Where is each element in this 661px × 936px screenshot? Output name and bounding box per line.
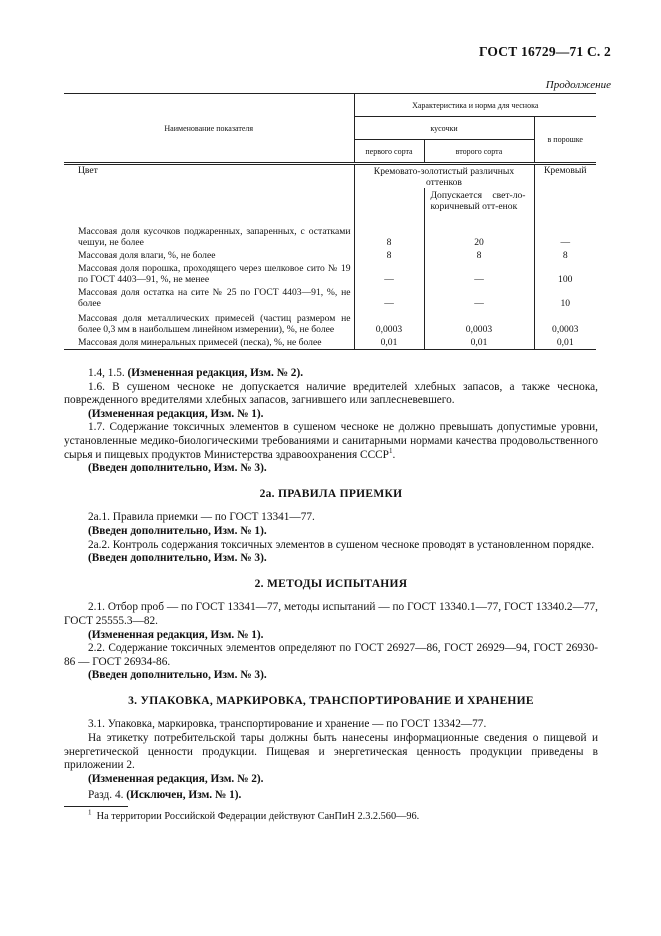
footnote-reference: 1 xyxy=(388,446,393,455)
row-name: Массовая доля минеральных примесей (песка), %, не более xyxy=(64,335,354,350)
row-second-value: 8 xyxy=(424,248,534,261)
row-powder-value: 0,0003 xyxy=(534,309,596,335)
row-powder-value: 0,01 xyxy=(534,335,596,350)
row-first-value: 8 xyxy=(354,226,424,248)
row-powder-value: Кремовый xyxy=(534,164,596,189)
footnote-text: На территории Российской Федерации действуют СанПиН 2.3.2.560—96. xyxy=(96,811,420,822)
table-row xyxy=(64,261,596,285)
paragraph: На этикетку потребительской тары должны быть нанесены информационные сведения о пищевой и энергетической ценности продукции. Пищевая и энергетическая ценность продукции приведены в приложении 2. xyxy=(64,732,598,772)
document-body xyxy=(64,367,598,803)
row-powder-value: 8 xyxy=(534,248,596,261)
footnote-divider xyxy=(64,806,128,807)
footnote-mark: 1 xyxy=(88,808,92,817)
header-pieces: кусочки xyxy=(354,117,534,140)
header-characteristic: Характеристика и норма для чеснока xyxy=(354,94,596,117)
table-row xyxy=(64,164,596,189)
amendment-note: (Введен дополнительно, Изм. № 3). xyxy=(88,552,267,565)
row-first-value: — xyxy=(354,285,424,309)
paragraph xyxy=(64,421,598,462)
header-first-grade: первого сорта xyxy=(354,140,424,164)
paragraph-text: 1.7. Содержание токсичных элементов в сушеном чесноке не должно превышать допустимые уровни, установленные медико-биологическими требованиями и санитарными нормами качества продовольственного сырья и пищевых продуктов Министерства здравоохранения СССР xyxy=(64,421,598,461)
table-row xyxy=(64,188,596,226)
paragraph-end: . xyxy=(392,448,396,461)
amendment-note: (Введен дополнительно, Изм. № 3). xyxy=(88,669,267,682)
amendment-note: (Исключен, Изм. № 1). xyxy=(126,789,242,802)
header-powder: в порошке xyxy=(534,117,596,164)
row-first-value: 0,0003 xyxy=(354,309,424,335)
paragraph: 2.1. Отбор проб — по ГОСТ 13341—77, методы испытаний — по ГОСТ 13340.1—77, ГОСТ 13340.2—77, ГОСТ 25555.3—82. xyxy=(64,601,598,627)
continuation-label: Продолжение xyxy=(545,79,611,91)
row-name: Массовая доля остатка на сите № 25 по ГОСТ 4403—91, %, не более xyxy=(78,287,351,309)
row-name: Массовая доля кусочков поджаренных, запаренных, с остатками чешуи, не более xyxy=(78,226,351,248)
paragraph: 2.2. Содержание токсичных элементов определяют по ГОСТ 26927—86, ГОСТ 26929—94, ГОСТ 26930-86 — ГОСТ 26934-86. xyxy=(64,642,598,668)
clause-number: 1.4, 1.5. xyxy=(88,367,125,379)
table-row xyxy=(64,285,596,309)
paragraph xyxy=(64,367,598,381)
row-first-value: — xyxy=(354,261,424,285)
section-heading: 2. МЕТОДЫ ИСПЫТАНИЯ xyxy=(254,577,408,590)
amendment-note: (Введен дополнительно, Изм. № 1). xyxy=(88,524,267,537)
row-name: Цвет xyxy=(78,165,98,176)
paragraph: 2а.2. Контроль содержания токсичных элементов в сушеном чесноке проводят в установленном порядке. xyxy=(88,538,595,551)
table-row xyxy=(64,335,596,350)
row-second-value: — xyxy=(424,285,534,309)
table-row xyxy=(64,248,596,261)
row-first-value: 8 xyxy=(354,248,424,261)
row-color-note: Допускается свет-ло-коричневый отт-енок xyxy=(424,188,534,226)
row-name: Массовая доля влаги, %, не более xyxy=(78,250,216,261)
row-name: Массовая доля порошка, проходящего через шелковое сито № 19 по ГОСТ 4403—91, %, не менее xyxy=(78,263,351,285)
row-second-value: 0,0003 xyxy=(424,309,534,335)
paragraph: 1.6. В сушеном чесноке не допускается наличие вредителей хлебных запасов, а также чеснока, поврежденного вредителями хлебных запасов, загнившего или заплесневевшего. xyxy=(64,380,598,407)
amendment-note: (Измененная редакция, Изм. № 2). xyxy=(88,772,264,785)
paragraph: 2а.1. Правила приемки — по ГОСТ 13341—77. xyxy=(88,511,315,524)
section-heading: 2а. ПРАВИЛА ПРИЕМКИ xyxy=(259,487,403,500)
row-second-value: 20 xyxy=(424,226,534,248)
table-row xyxy=(64,309,596,335)
row-powder-value: 10 xyxy=(534,285,596,309)
row-name: Массовая доля металлических примесей (частиц размером не более 0,3 мм в наибольшем линейном измерении), %, не более xyxy=(78,313,351,335)
header-indicator-name: Наименование показателя xyxy=(64,94,354,164)
amendment-note: (Введен дополнительно, Изм. № 3). xyxy=(88,462,267,475)
clause-number: Разд. 4. xyxy=(88,789,124,802)
amendment-note: (Измененная редакция, Изм. № 1). xyxy=(88,407,264,420)
row-second-value: — xyxy=(424,261,534,285)
table-row xyxy=(64,226,596,248)
row-color-value: Кремовато-золотистый различных оттенков xyxy=(354,164,534,189)
document-reference: ГОСТ 16729—71 С. 2 xyxy=(478,44,611,59)
row-powder-value: — xyxy=(534,226,596,248)
specification-table xyxy=(64,93,596,350)
row-first-value: 0,01 xyxy=(354,335,424,350)
footnote xyxy=(88,808,420,822)
row-powder-value: 100 xyxy=(534,261,596,285)
row-second-value: 0,01 xyxy=(424,335,534,350)
amendment-note: (Измененная редакция, Изм. № 2). xyxy=(127,367,304,379)
section-heading: 3. УПАКОВКА, МАРКИРОВКА, ТРАНСПОРТИРОВАНИЕ И ХРАНЕНИЕ xyxy=(128,694,534,707)
header-second-grade: второго сорта xyxy=(424,140,534,164)
paragraph xyxy=(64,789,598,803)
paragraph: 3.1. Упаковка, маркировка, транспортирование и хранение — по ГОСТ 13342—77. xyxy=(88,718,487,731)
amendment-note: (Измененная редакция, Изм. № 1). xyxy=(88,628,264,641)
